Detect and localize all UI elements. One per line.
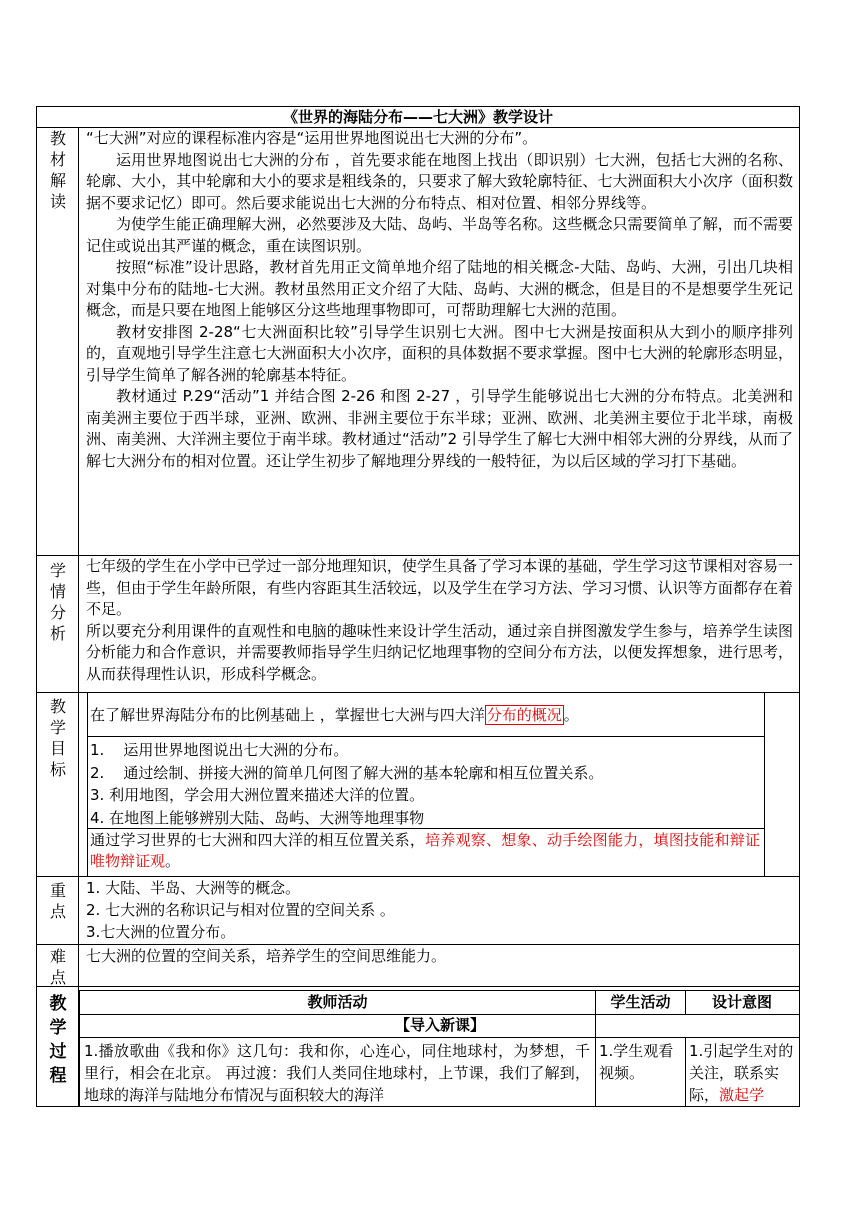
key-points: [86, 877, 786, 943]
student-activity: 1.学生观看视频。: [599, 1042, 674, 1082]
section-label-zhongdian: 重 点: [49, 881, 66, 921]
difficult-points: 七大洲的位置的空间关系，培养学生的空间思维能力。: [86, 947, 447, 965]
section-label-guocheng: 教 学 过 程: [49, 994, 67, 1086]
paragraph: 为使学生能正确理解大洲，必然要涉及大陆、岛屿、半岛等名称。这些概念只需要简单了解，而不需要记住或说出其严谨的概念，重在读图识别。: [86, 215, 793, 255]
process-inner-border: [685, 1037, 686, 1106]
list-item: 2. 通过绘制、拼接大洲的简单几何图了解大洲的基本轮廓和相互位置关系。: [90, 763, 604, 782]
goal-list: [90, 739, 760, 829]
section-label-mubiao: 教 学 目 标: [49, 697, 66, 779]
paragraph: 所以要充分利用课件的直观性和电脑的趣味性来设计学生活动，通过亲自拼图激发学生参与，培养学生读图分析能力和合作意识，并需要教师指导学生归纳记忆地理事物的空间分布方法，以便发挥想象，进行思考，从而获得理性认识，形成科学概念。: [86, 621, 793, 683]
table-border-left: [36, 106, 37, 1107]
document-title: 《世界的海陆分布——七大洲》教学设计: [282, 108, 553, 126]
list-item: 2. 七大洲的名称识记与相对位置的空间关系 。: [86, 901, 395, 919]
list-item: 3. 利用地图，学会用大洲位置来描述大洋的位置。: [90, 786, 425, 804]
subheading-intro: 【导入新课】: [394, 1016, 485, 1034]
row-divider: [36, 944, 800, 945]
paragraph: 教材安排图 2-28“七大洲面积比较”引导学生识别七大洲。图中七大洲是按面积从大到小的顺序排列的，直观地引导学生注意七大洲面积大小次序，面积的具体数据不要求掌握。图中七大洲的轮廓形态明显，引导学生简单了解各洲的轮廓基本特征。: [86, 322, 793, 384]
goal-inner-border: [87, 736, 765, 737]
paragraph: 七年级的学生在小学中已学过一部分地理知识，使学生具备了学习本课的基础，学生学习这节课相对容易一些，但由于学生年龄所限，有些内容距其生活较远，以及学生在学习方法、学习习惯、认识等方面都存在着不足。: [86, 557, 793, 618]
paragraph: 按照“标准”设计思路，教材首先用正文简单地介绍了陆地的相关概念-大陆、岛屿、大洲，引出几块相对集中分布的陆地-七大洲。教材虽然用正文介绍了大陆、岛屿、大洲的概念，但是目的不是想要学生死记概念，而是只要在地图上能够区分这些地理事物即可，可帮助理解七大洲的范围。: [86, 258, 793, 319]
goal-ability: 通过学习世界的七大洲和四大洋的相互位置关系，培养观察、想象、动手绘图能力，填图技能和辩证唯物辩证观。: [90, 831, 760, 870]
process-inner-border: [79, 1037, 800, 1038]
column-header-intent: 设计意图: [712, 993, 773, 1011]
section-body-jiaocai: [86, 128, 793, 472]
column-header-teacher: 教师活动: [307, 993, 368, 1011]
design-intent: 1.引起学生对的关注，联系实际，激起学: [689, 1042, 794, 1104]
list-item: 1. 大陆、半岛、大洲等的概念。: [86, 879, 301, 897]
label-column-divider: [78, 127, 79, 1106]
section-label-jiaocai: 教 材 解 读: [49, 129, 66, 211]
table-border-bottom: [36, 1106, 800, 1107]
section-label-xueqing: 学 情 分 析: [49, 561, 66, 643]
paragraph: 运用世界地图说出七大洲的分布 ，首先要求能在地图上找出（即识别）七大洲，包括七大洲的名称、轮廓、大小，其中轮廓和大小的要求是粗线条的，只要求了解大致轮廓特征、七大洲面积大小次序（面积数据不要求记忆）即可。然后要求能说出七大洲的分布特点、相对位置、相邻分界线等。: [86, 150, 793, 212]
goal-inner-border: [764, 693, 765, 876]
goal-inner-border: [87, 693, 88, 876]
table-border-right: [799, 106, 800, 1107]
paragraph: “七大洲”对应的课程标准内容是“运用世界地图说出七大洲的分布”。: [86, 129, 538, 147]
goal-overview: 在了解世界海陆分布的比例基础上 ，掌握世七大洲与四大洋 分布的概况 。: [90, 706, 579, 724]
section-body-xueqing: [86, 556, 793, 685]
section-label-nandian: 难 点: [49, 947, 66, 987]
list-item: 1. 运用世界地图说出七大洲的分布。: [90, 741, 349, 759]
paragraph: 教材通过 P.29“活动”1 并结合图 2-26 和图 2-27 ，引导学生能够说出七大洲的分布特点。北美洲和南美洲主要位于西半球，亚洲、欧洲、非洲主要位于东半球；亚洲、欧洲、北美洲主要位于北半球，南极洲、南美洲、大洋洲主要位于南半球。教材通过“活动”2 引导学生了解七大洲中相邻大洲的分界线，从而了解七大洲分布的相对位置。还让学生初步了解地理分界线的一般特征，为以后区域的学习打下基础。: [86, 387, 793, 470]
highlight-box: 分布的概况: [486, 706, 562, 724]
teacher-activity: 1.播放歌曲《我和你》这几句：我和你，心连心，同住地球村，为梦想，千里行，相会在北京。 再过渡：我们人类同住地球村，上节课，我们了解到，地球的海洋与陆地分布情况与面积较大的海洋: [84, 1042, 590, 1104]
process-inner-border: [79, 990, 800, 991]
row-divider: [36, 986, 800, 987]
list-item: 4. 在地图上能够辨别大陆、岛屿、大洲等地理事物: [90, 808, 425, 827]
row-divider: [36, 692, 800, 693]
column-header-student: 学生活动: [610, 993, 671, 1011]
list-item: 3.七大洲的位置分布。: [86, 923, 236, 941]
process-inner-border: [685, 990, 686, 1014]
